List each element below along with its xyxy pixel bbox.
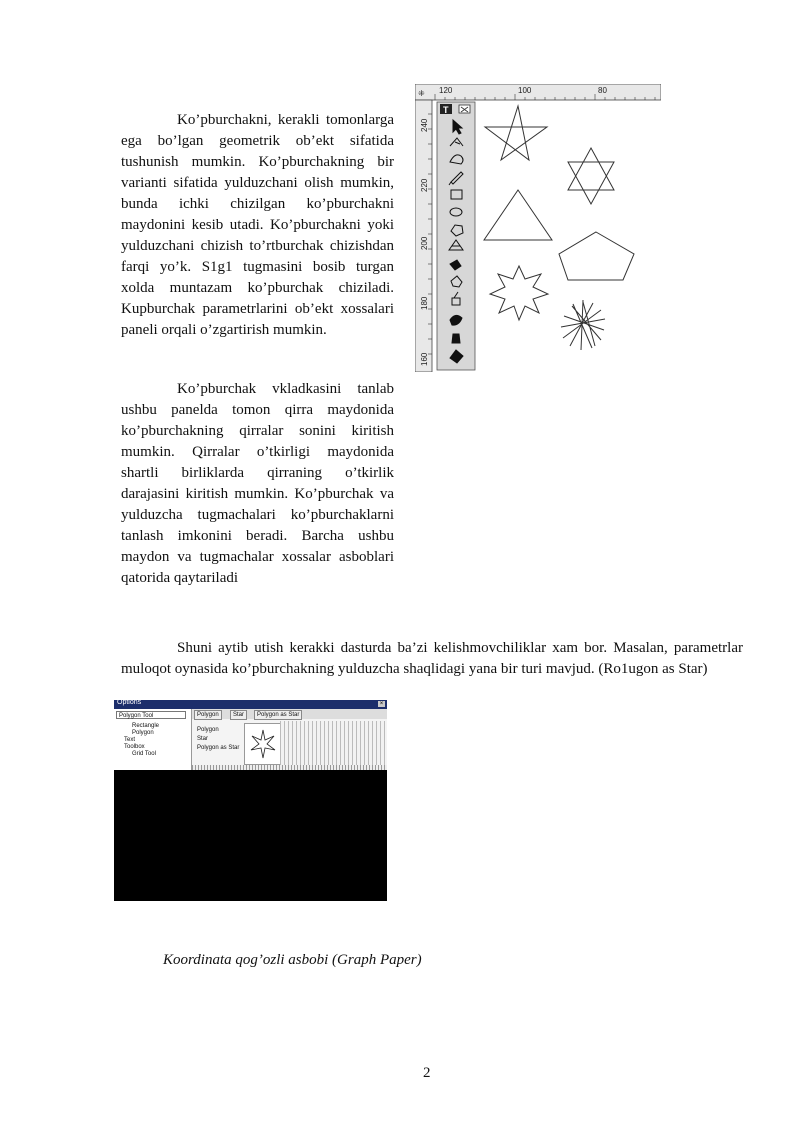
close-toolbox-icon[interactable] [459, 105, 470, 113]
paragraph-polygon-star-note [121, 638, 743, 680]
option-star[interactable]: Star [197, 736, 209, 742]
six-point-star-shape [568, 148, 614, 204]
close-icon[interactable]: × [379, 701, 384, 707]
options-tree-panel [114, 709, 192, 770]
ruler-left-label: 240 [420, 118, 429, 132]
tab-star[interactable]: Star [230, 710, 247, 720]
ruler-origin-icon: ⁜ [418, 89, 425, 98]
paragraph-text: Ko’pburchak vkladkasini tanlab ushbu panelda tomon qirra maydonida ko’pburchakning qirralar sonini kiritish mumkin. Qirralar o’tkirligi maydonida shartli birliklarda qirraning o’tkirlik darajasini kiritish mumkin. Ko’pburchak va yulduzcha tugmachalari ko’pburchaklarni tanlash imkonini beradi. Barcha ushbu maydon va tugmachalar xossalar asboblari qatorida qaytariladi [121, 381, 394, 586]
ruler-left-label: 180 [420, 296, 429, 310]
noisy-bottom-strip [192, 765, 387, 770]
polygon-as-star-shape [561, 300, 605, 350]
corel-figure-svg [415, 84, 661, 372]
page-number: 2 [423, 1065, 431, 1081]
polygon-options [197, 726, 239, 753]
tree-item[interactable]: Rectangle [132, 723, 160, 729]
tab-polygon[interactable]: Polygon [194, 710, 222, 720]
options-tabs [192, 709, 387, 719]
eyedropper-icon[interactable] [452, 334, 460, 343]
left-ruler [415, 100, 432, 372]
tree-item[interactable]: Polygon [132, 730, 154, 736]
star-preview-icon [245, 724, 281, 764]
noisy-panel-area [280, 721, 385, 769]
paragraph-polygon-tab [121, 379, 394, 589]
paragraph-text: Ko’pburchakni, kerakli tomonlarga ega bo’lgan geometrik ob’ekt sifatida tushunish mumkin. Ko’pburchakning bir varianti sifatida yulduzchani olish mumkin, bunda ichki chizilgan ko’pburchakni maydonini kesib utadi. Ko’pburchakni yoki yulduzchani chizish to’rtburchak chizishdan farqi yo’k. S1g1 tugmasini bosib turgan xolda muntazam ko’pburchak chiziladi. Kupburchak parametrlarini ob’ekt xossalari paneli orqali o’zgartirish mumkin. [121, 112, 394, 338]
triangle-shape [484, 190, 552, 240]
tool-combo[interactable]: Polygon Tool [116, 711, 186, 719]
five-point-star-shape [485, 106, 547, 160]
tree-item[interactable]: Toolbox [124, 744, 145, 750]
corel-polygon-figure [415, 84, 661, 372]
ruler-left-label: 220 [420, 178, 429, 192]
tree-item[interactable]: Grid Tool [132, 751, 156, 757]
tree-item[interactable]: Text [124, 737, 136, 743]
window-titlebar [114, 700, 387, 709]
options-tree [118, 723, 159, 758]
ruler-left-label: 160 [420, 352, 429, 366]
options-window-screenshot [114, 700, 387, 901]
option-polygon[interactable]: Polygon [197, 727, 219, 733]
ruler-top-label: 80 [598, 86, 607, 95]
ruler-left-label: 200 [420, 236, 429, 250]
window-title: Options [117, 700, 142, 706]
paragraph-polygon-intro [121, 110, 394, 341]
figure-caption: Koordinata qog’ozli asbobi (Graph Paper) [163, 952, 422, 968]
tab-polygon-as-star[interactable]: Polygon as Star [254, 710, 302, 720]
ruler-top-label: 120 [439, 86, 453, 95]
ruler-top-label: 100 [518, 86, 532, 95]
window-body [114, 709, 387, 770]
option-polygon-as-star[interactable]: Polygon as Star [197, 745, 240, 751]
spiky-star-shape [490, 266, 548, 320]
pentagon-shape [559, 232, 634, 280]
paragraph-text: Shuni aytib utish kerakki dasturda ba’zi kelishmovchiliklar xam bor. Masalan, parametrlar muloqot oynasida ko’pburchakning yulduzcha shaqlidagi yana bir turi mavjud. (Ro1ugon as Star) [121, 640, 743, 677]
star-preview [244, 723, 282, 765]
svg-text:T: T [443, 105, 449, 115]
